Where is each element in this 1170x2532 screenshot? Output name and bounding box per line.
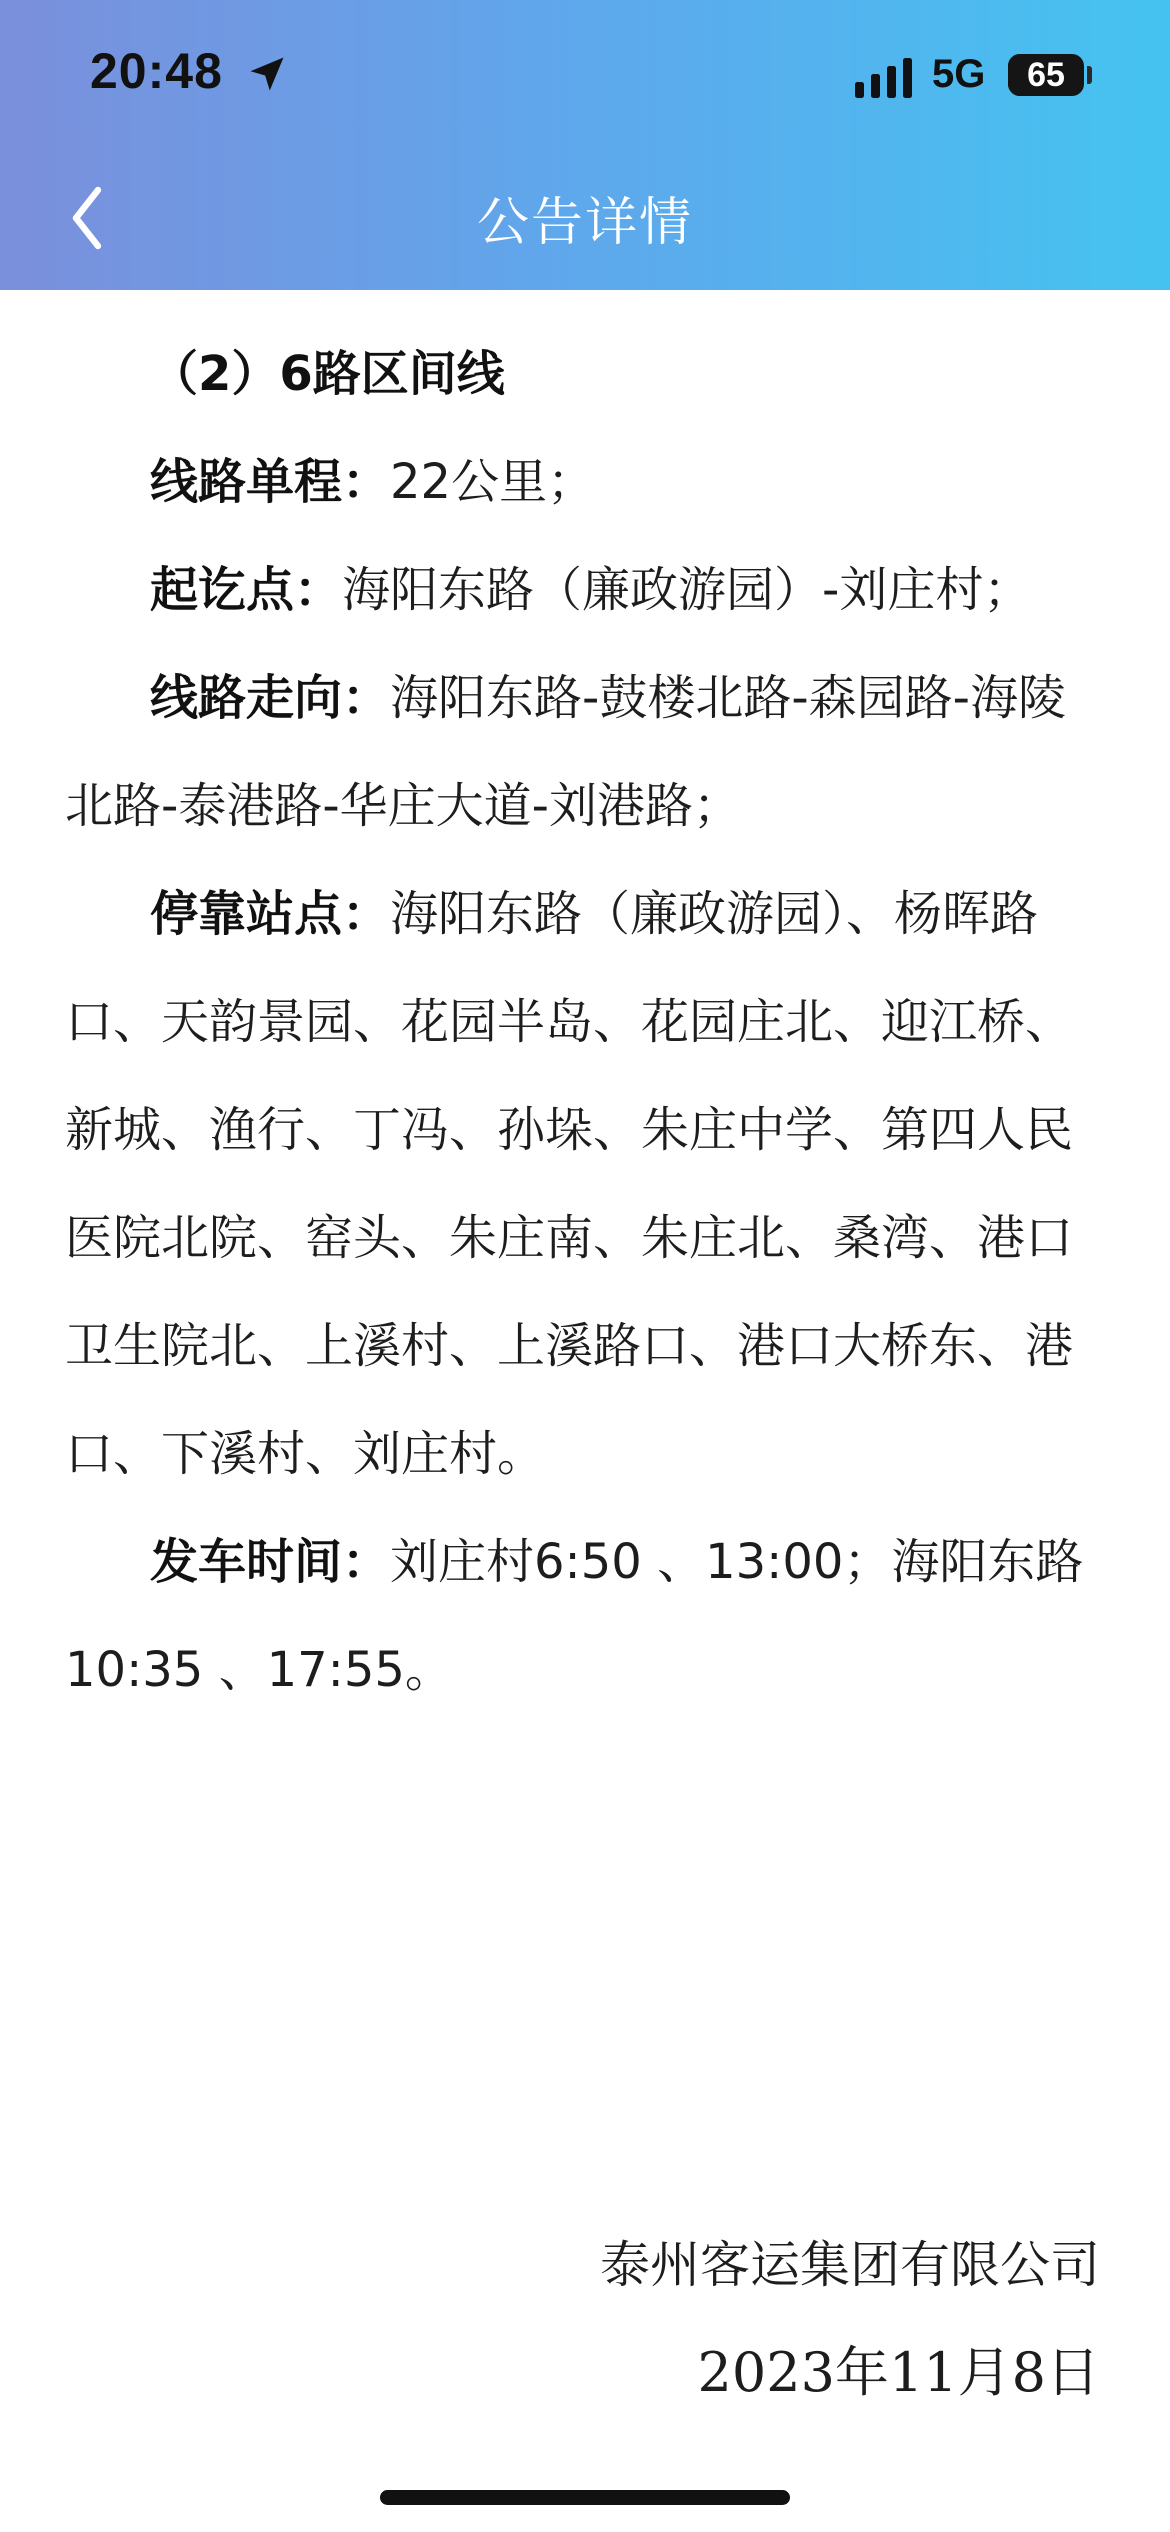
route-stops-label: 停靠站点： xyxy=(150,886,391,942)
battery-percent: 65 xyxy=(1027,56,1065,94)
location-arrow-icon xyxy=(245,52,289,96)
route-departure-label: 发车时间： xyxy=(150,1534,391,1590)
route-stops xyxy=(65,860,1105,1508)
route-length xyxy=(65,428,1105,536)
home-indicator[interactable] xyxy=(380,2490,790,2505)
issuing-organization: 泰州客运集团有限公司 xyxy=(600,2236,1100,2294)
route-endpoints xyxy=(65,536,1105,644)
header-bar xyxy=(0,0,1170,290)
network-type-label: 5G xyxy=(932,52,986,96)
status-time: 20:48 xyxy=(90,43,223,99)
route-endpoints-label: 起讫点： xyxy=(150,562,343,618)
signal-icon xyxy=(855,56,915,98)
page-title: 公告详情 xyxy=(476,193,693,253)
issue-date: 2023年11月8日 xyxy=(697,2341,1100,2404)
announcement-body xyxy=(65,320,1105,1724)
route-length-value: 22公里； xyxy=(390,454,596,510)
battery-cap xyxy=(1087,66,1092,84)
route-endpoints-value: 海阳东路（廉政游园）-刘庄村； xyxy=(342,562,1032,618)
route-length-label: 线路单程： xyxy=(150,454,391,510)
route-heading-text: （2）6路区间线 xyxy=(150,346,505,402)
route-departure-value: 刘庄村6:50 、13:00；海阳东路10:35 、17:55。 xyxy=(65,1534,1084,1698)
route-departure xyxy=(65,1508,1105,1724)
route-stops-value: 海阳东路（廉政游园）、杨晖路口、天韵景园、花园半岛、花园庄北、迎江桥、新城、渔行、丁冯、孙垛、朱庄中学、第四人民医院北院、窑头、朱庄南、朱庄北、桑湾、港口卫生院北、上溪村、上溪路口、港口大桥东、港口、下溪村、刘庄村。 xyxy=(65,886,1074,1482)
route-direction-label: 线路走向： xyxy=(150,670,391,726)
route-direction-value: 海阳东路-鼓楼北路-森园路-海陵北路-泰港路-华庄大道-刘港路； xyxy=(65,670,1066,834)
route-direction xyxy=(65,644,1105,860)
route-heading xyxy=(65,320,1105,428)
battery-icon xyxy=(1008,54,1084,96)
